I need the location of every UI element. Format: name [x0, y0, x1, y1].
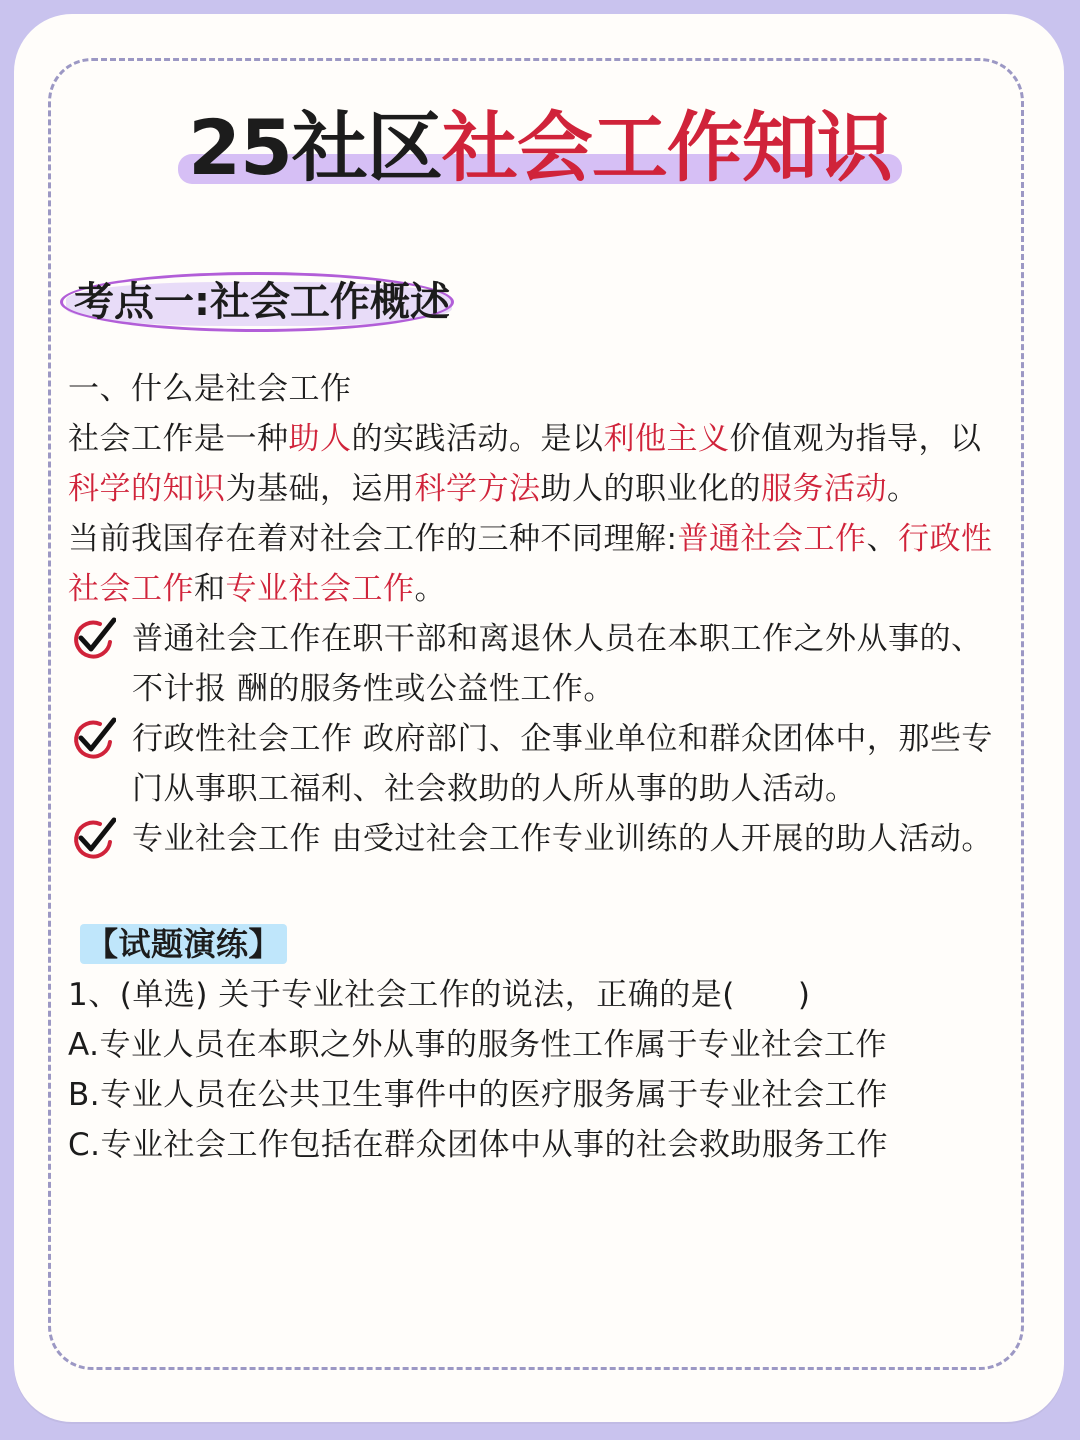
- practice-question: 1、(单选) 关于专业社会工作的说法，正确的是( ): [68, 977, 811, 1013]
- types-text-1: 当前我国存在着对社会工作的三种不同理解:: [68, 521, 678, 557]
- list-item-text: 行政性社会工作 政府部门、企事业单位和群众团体中，那些专门从事职工福利、社会救助的人所从事的助人活动。: [132, 721, 993, 807]
- def-text-1: 社会工作是一种: [68, 421, 289, 457]
- content-body: [68, 364, 1008, 1170]
- check-circle-icon: [70, 716, 116, 762]
- practice-option-a: A.专业人员在本职之外从事的服务性工作属于专业社会工作: [68, 1027, 888, 1063]
- spacer: [68, 864, 1008, 920]
- page-title: [188, 103, 892, 192]
- subheading: 一、什么是社会工作: [68, 371, 352, 407]
- def-text-3: 价值观为指导，以: [729, 421, 982, 457]
- section-heading: [60, 268, 464, 336]
- definition-paragraph: [68, 414, 1008, 514]
- def-text-6: 。: [887, 471, 919, 507]
- list-item: [68, 614, 1008, 714]
- types-highlight-3: 专业社会工作: [225, 571, 415, 607]
- list-item-text: 普通社会工作在职干部和离退休人员在本职工作之外从事的、不计报 酬的服务性或公益性工作。: [132, 621, 983, 707]
- def-highlight-3: 科学的知识: [68, 471, 226, 507]
- def-highlight-1: 助人: [288, 421, 352, 457]
- check-circle-icon: [70, 616, 116, 662]
- title-part-1: 25社区: [188, 103, 442, 192]
- practice-tag: 【试题演练】: [80, 924, 287, 964]
- def-highlight-4: 科学方法: [414, 471, 541, 507]
- def-text-5: 助人的职业化的: [540, 471, 761, 507]
- def-highlight-5: 服务活动: [761, 471, 887, 507]
- practice-option-b: B.专业人员在公共卫生事件中的医疗服务属于专业社会工作: [68, 1077, 888, 1113]
- types-highlight-1: 普通社会工作: [677, 521, 867, 557]
- def-text-2: 的实践活动。是以: [351, 421, 604, 457]
- def-text-4: 为基础，运用: [225, 471, 415, 507]
- list-item-text: 专业社会工作 由受过社会工作专业训练的人开展的助人活动。: [132, 821, 993, 857]
- types-text-4: 。: [414, 571, 446, 607]
- types-paragraph: [68, 514, 1008, 614]
- practice-tag-line: [68, 920, 1008, 970]
- title-part-2: 社会工作知识: [441, 103, 892, 192]
- types-highlight-2: 行政性社会工作: [68, 521, 993, 607]
- def-highlight-2: 利他主义: [603, 421, 730, 457]
- practice-option-c: C.专业社会工作包括在群众团体中从事的社会救助服务工作: [68, 1127, 888, 1163]
- types-text-2: 、: [866, 521, 898, 557]
- title-wrap: [0, 103, 1080, 192]
- check-circle-icon: [70, 816, 116, 862]
- list-item: [68, 714, 1008, 814]
- section-heading-text: 考点一:社会工作概述: [74, 279, 450, 325]
- list-item: [68, 814, 1008, 864]
- types-text-3: 和: [194, 571, 226, 607]
